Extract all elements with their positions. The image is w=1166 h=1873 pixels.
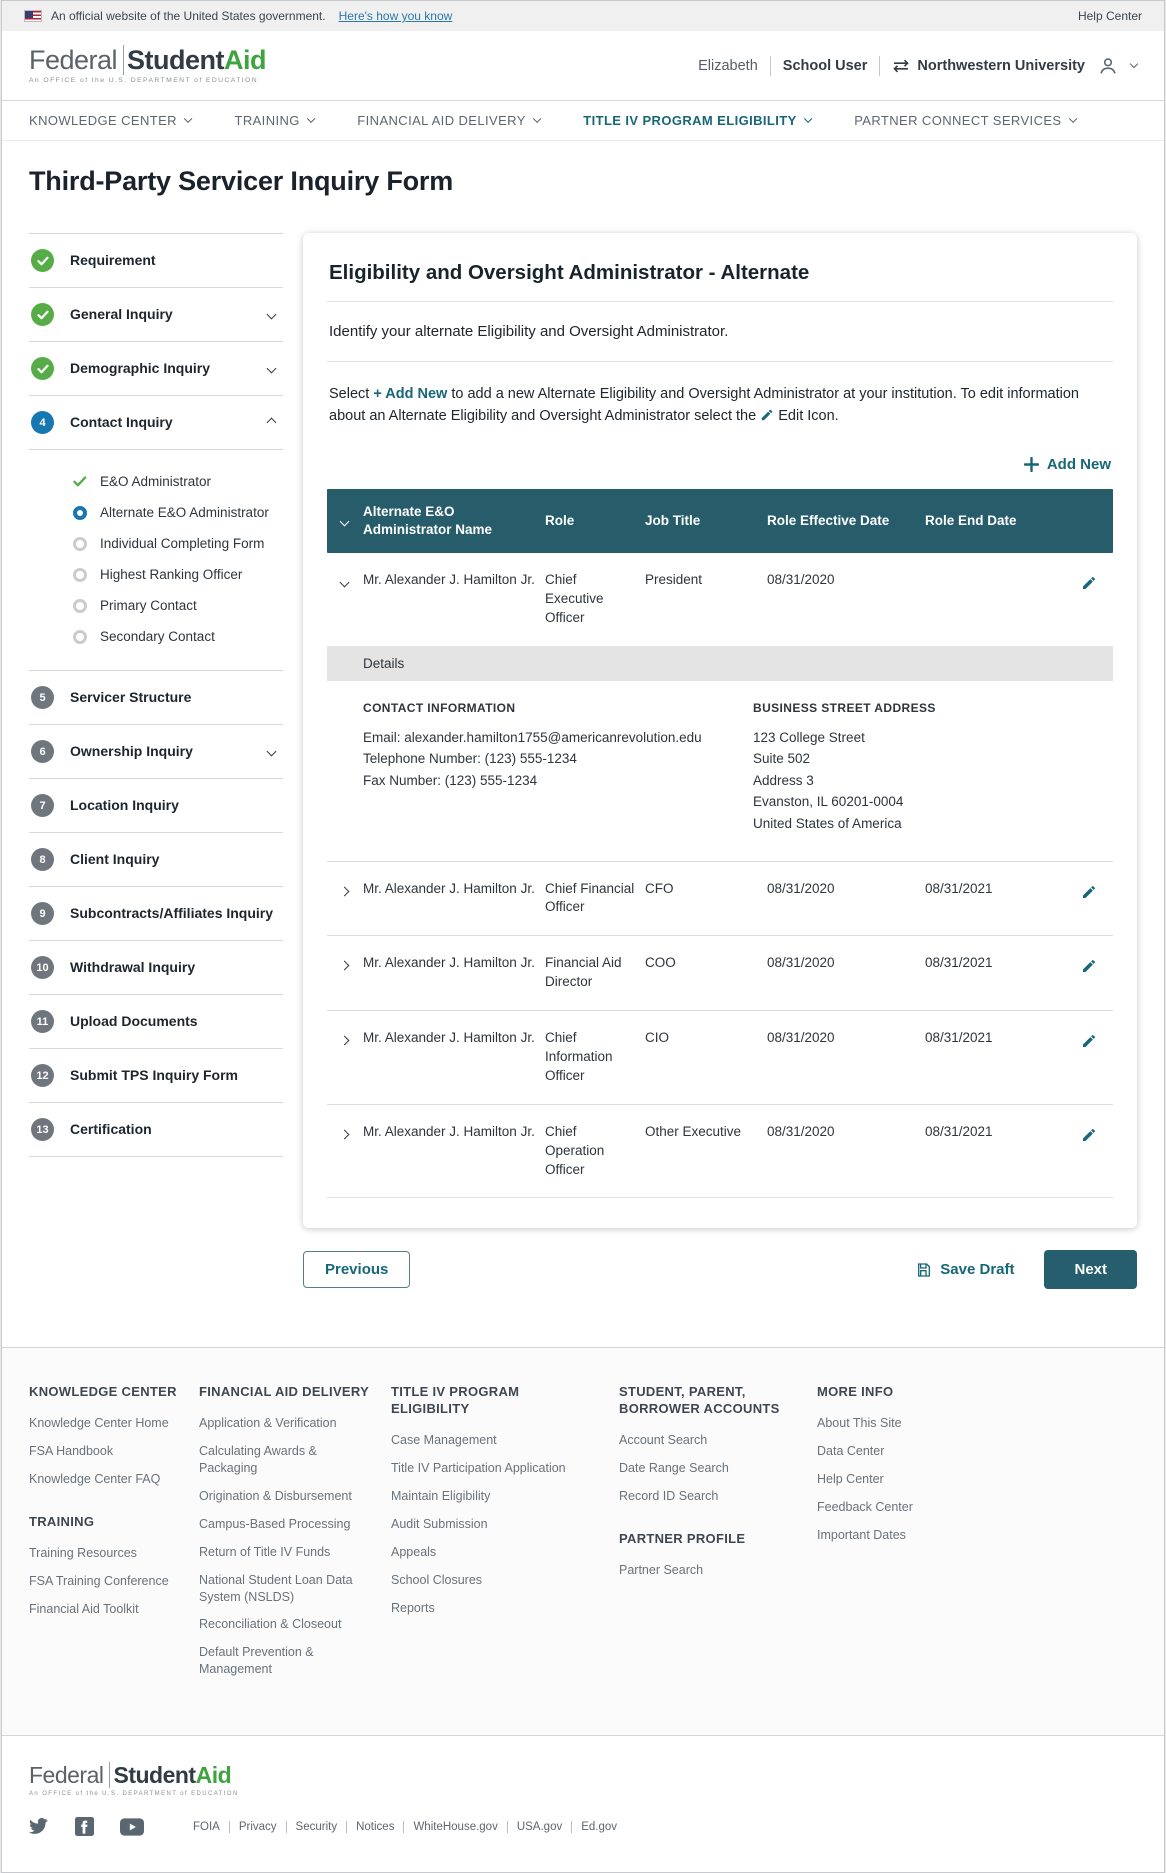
table-row [327,936,1113,1011]
fax-line: Fax Number: (123) 555-1234 [363,772,538,788]
logo-word-federal: Federal [29,44,118,75]
chevron-down-icon [533,115,541,123]
substep-individual-completing-form[interactable]: Individual Completing Form [73,528,283,559]
footer-link[interactable]: Reports [391,1600,435,1615]
institution-name: Northwestern University [917,57,1085,74]
divider [770,56,771,76]
content [2,197,1164,1289]
radio-icon [73,537,87,551]
footer-link[interactable]: Case Management [391,1433,497,1448]
save-icon [916,1262,932,1278]
radio-icon [73,568,87,582]
footer-link[interactable]: Record ID Search [619,1489,719,1504]
column-header: Alternate E&O Administrator Name [363,503,493,537]
table-row [327,1011,1113,1105]
official-site-text: An official website of the United States government. [51,9,326,23]
step-number-badge: 6 [31,740,54,763]
main-nav [2,100,1164,141]
collapse-row-chevron-icon[interactable] [327,559,363,592]
divider [879,56,880,76]
check-circle-icon [31,303,54,326]
page [1,0,1165,1873]
nav-title-iv-program-eligibility[interactable]: TITLE IV PROGRAM ELIGIBILITY [583,113,810,128]
step-withdrawal-inquiry[interactable]: 10 Withdrawal Inquiry [29,941,283,995]
chevron-down-icon [1068,115,1076,123]
column-header: Job Title [645,512,701,528]
admin-name: Mr. Alexander J. Hamilton Jr. [363,1030,535,1046]
step-location-inquiry[interactable]: 7 Location Inquiry [29,779,283,833]
expand-row-chevron-icon[interactable] [327,1111,363,1144]
footer-heading: TITLE IV PROGRAM ELIGIBILITY [391,1384,520,1417]
substep-primary-contact[interactable]: Primary Contact [73,590,283,621]
logo-word-student: Student [123,45,224,75]
footer-link[interactable]: Training Resources [29,1545,137,1560]
table-row [327,1105,1113,1198]
email-line: Email: alexander.hamilton1755@americanrevolution.edu [363,729,702,745]
user-role: School User [782,57,868,74]
admin-job-title: COO [645,955,676,971]
section-heading: Eligibility and Oversight Administrator - Alternate [329,261,810,284]
admin-role: Financial Aid Director [545,955,622,990]
telephone-line: Telephone Number: (123) 555-1234 [363,751,577,767]
chevron-down-icon [267,364,277,374]
chevron-down-icon [307,115,315,123]
admin-job-title: CIO [645,1030,670,1046]
footer-heading: FINANCIAL AID DELIVERY [199,1384,370,1400]
nav-financial-aid-delivery[interactable]: FINANCIAL AID DELIVERY [357,113,539,128]
footer-link[interactable]: Return of Title IV Funds [199,1544,331,1559]
legal-link[interactable]: WhiteHouse.gov [404,1821,507,1833]
check-circle-icon [31,357,54,380]
swap-arrows-icon [892,59,910,73]
substep-highest-ranking-officer[interactable]: Highest Ranking Officer [73,559,283,590]
page-title: Third-Party Servicer Inquiry Form [29,166,454,196]
footer-link[interactable]: Knowledge Center Home [29,1416,169,1431]
footer-link[interactable]: FSA Training Conference [29,1573,169,1588]
form-steps-sidebar [29,233,283,1157]
footer-link[interactable]: National Student Loan Data System (NSLDS) [199,1572,353,1604]
legal-link[interactable]: Privacy [230,1821,287,1833]
edit-pencil-icon [760,408,774,424]
step-upload-documents[interactable]: 11 Upload Documents [29,995,283,1049]
step-subcontracts-affiliates-inquiry[interactable]: 9 Subcontracts/Affiliates Inquiry [29,887,283,941]
admin-role: Chief Information Officer [545,1030,613,1083]
logo-tagline: An OFFICE of the U.S. DEPARTMENT of EDUCATION [29,76,259,84]
footer-link[interactable]: School Closures [391,1572,483,1587]
footer-link[interactable]: Knowledge Center FAQ [29,1472,161,1487]
footer-link[interactable]: Audit Submission [391,1516,488,1531]
footer-link[interactable]: Appeals [391,1544,437,1559]
facebook-icon[interactable] [75,1817,94,1836]
substep-secondary-contact[interactable]: Secondary Contact [73,621,283,652]
administrators-table [327,489,1113,1199]
role-effective-date: 08/31/2020 [767,1030,835,1046]
gov-banner [2,1,1164,31]
check-circle-icon [31,249,54,272]
step-general-inquiry[interactable]: General Inquiry [29,288,283,342]
footer-heading: KNOWLEDGE CENTER [29,1384,177,1400]
footer-link[interactable]: About This Site [817,1416,902,1431]
form-actions [303,1250,1137,1289]
footer-link[interactable]: Application & Verification [199,1416,337,1431]
step-number-badge: 4 [31,411,54,434]
role-end-date: 08/31/2021 [925,1030,993,1046]
legal-link[interactable]: Notices [347,1821,404,1833]
legal-link[interactable]: USA.gov [508,1821,572,1833]
footer-link[interactable]: Account Search [619,1433,708,1448]
address-line: Suite 502 [753,751,811,767]
column-header: Role [545,512,575,528]
admin-name: Mr. Alexander J. Hamilton Jr. [363,955,535,971]
role-end-date: 08/31/2021 [925,1123,993,1139]
main-column [303,233,1137,1289]
collapse-all-chevron-icon[interactable] [327,502,363,540]
admin-role: Chief Financial Officer [545,880,635,915]
business-address-heading: BUSINESS STREET ADDRESS [753,700,936,715]
admin-job-title: CFO [645,880,674,896]
plus-icon [1024,457,1039,472]
radio-icon [73,599,87,613]
next-button[interactable]: Next [1044,1250,1137,1289]
edit-row-button[interactable] [1081,571,1097,591]
radio-selected-icon [73,506,87,520]
chevron-down-icon [1130,59,1138,67]
divider [327,1197,1113,1198]
admin-name: Mr. Alexander J. Hamilton Jr. [363,1123,535,1139]
admin-name: Mr. Alexander J. Hamilton Jr. [363,571,535,587]
footer-link[interactable]: Partner Search [619,1562,704,1577]
form-card [303,233,1137,1228]
edit-row-button[interactable] [1081,1029,1097,1049]
legal-link[interactable]: Ed.gov [581,1820,618,1833]
footer-link[interactable]: Date Range Search [619,1461,729,1476]
footer-link[interactable]: Feedback Center [817,1500,913,1514]
bottom-strip [2,1735,1164,1872]
role-effective-date: 08/31/2020 [767,880,835,896]
table-row [327,553,1113,646]
step-number-badge: 10 [31,956,54,979]
footer-link[interactable]: Help Center [817,1472,884,1487]
role-effective-date: 08/31/2020 [767,571,835,587]
footer-heading: MORE INFO [817,1384,894,1400]
step-number-badge: 12 [31,1064,54,1087]
admin-name: Mr. Alexander J. Hamilton Jr. [363,880,535,896]
details-bar: Details [327,646,1113,681]
footer-heading: STUDENT, PARENT, BORROWER ACCOUNTS [619,1384,780,1417]
step-client-inquiry[interactable]: 8 Client Inquiry [29,833,283,887]
address-line: United States of America [753,815,902,831]
contact-inquiry-substeps [29,450,283,671]
add-new-button[interactable]: Add New [1024,456,1111,473]
logo-word-aid: Aid [224,44,267,75]
table-header [327,489,1113,553]
expand-row-chevron-icon[interactable] [327,1017,363,1050]
step-ownership-inquiry[interactable]: 6 Ownership Inquiry [29,725,283,779]
column-header: Role End Date [925,512,1017,528]
role-end-date: 08/31/2021 [925,880,993,896]
identify-text: Identify your alternate Eligibility and Oversight Administrator. [329,323,729,340]
step-submit-tps-inquiry-form[interactable]: 12 Submit TPS Inquiry Form [29,1049,283,1103]
step-demographic-inquiry[interactable]: Demographic Inquiry [29,342,283,396]
footer-link[interactable]: Maintain Eligibility [391,1489,491,1504]
address-line: Evanston, IL 60201-0004 [753,794,904,810]
footer-heading: TRAINING [29,1514,95,1529]
role-end-date: 08/31/2021 [925,955,993,971]
step-requirement[interactable]: Requirement [29,234,283,288]
substep-alternate-eo-administrator[interactable]: Alternate E&O Administrator [73,497,283,528]
add-new-inline-link[interactable]: + Add New [373,386,448,402]
role-end-date [925,559,1051,583]
previous-button[interactable]: Previous [303,1251,410,1288]
account-menu[interactable] [1097,55,1119,77]
step-certification[interactable]: 13 Certification [29,1103,283,1157]
twitter-icon[interactable] [29,1818,49,1835]
substep-eo-administrator[interactable]: E&O Administrator [73,466,283,497]
us-flag-icon [24,10,42,22]
expand-row-chevron-icon[interactable] [327,942,363,975]
step-number-badge: 5 [31,686,54,709]
nav-partner-connect-services[interactable]: PARTNER CONNECT SERVICES [854,113,1075,128]
legal-links [184,1821,626,1833]
admin-job-title: President [645,571,703,587]
chevron-down-icon [804,115,812,123]
step-servicer-structure[interactable]: 5 Servicer Structure [29,671,283,725]
role-effective-date: 08/31/2020 [767,1123,835,1139]
legal-link[interactable]: FOIA [184,1821,230,1833]
save-draft-button[interactable]: Save Draft [916,1261,1014,1278]
instruction-text: Select + Add New to add a new Alternate Eligibility and Oversight Administrator at your institution. To edit information about an Alternate Eligibility and Oversight Administrator select the Edit Icon. [329,386,1079,425]
step-number-badge: 8 [31,848,54,871]
chevron-down-icon [267,310,277,320]
edit-row-button[interactable] [1081,954,1097,974]
footer-link[interactable]: Important Dates [817,1527,906,1542]
footer-link[interactable]: Reconciliation & Closeout [199,1617,342,1632]
step-number-badge: 13 [31,1118,54,1141]
help-center-link[interactable]: Help Center [1077,9,1142,23]
footer-link[interactable]: Campus-Based Processing [199,1516,351,1531]
edit-row-button[interactable] [1081,880,1097,900]
youtube-icon[interactable] [120,1818,144,1836]
heres-how-you-know-link[interactable]: Here's how you know [338,9,453,23]
step-number-badge: 11 [31,1010,54,1033]
nav-training[interactable]: TRAINING [234,113,313,128]
address-line: Address 3 [753,772,814,788]
footer-heading: PARTNER PROFILE [619,1530,746,1546]
radio-icon [73,630,87,644]
footer-link[interactable]: Title IV Participation Application [391,1461,566,1476]
chevron-down-icon [267,747,277,757]
fsa-logo[interactable] [29,44,267,85]
chevron-up-icon [267,418,277,428]
step-number-badge: 7 [31,794,54,817]
legal-link[interactable]: Security [287,1821,348,1833]
column-header-actions [1051,511,1113,531]
chevron-down-icon [184,115,192,123]
admin-role: Chief Executive Officer [545,571,604,625]
fsa-logo-footer[interactable]: Federal StudentAid An OFFICE of the U.S. DEPARTMENT of EDUCATION [29,1762,239,1797]
row-details [327,681,1113,862]
role-effective-date: 08/31/2020 [767,955,835,971]
footer-link[interactable]: Calculating Awards & Packaging [199,1444,317,1476]
nav-knowledge-center[interactable]: KNOWLEDGE CENTER [29,113,190,128]
check-icon [73,476,87,487]
user-name: Elizabeth [698,57,758,74]
table-row [327,862,1113,937]
edit-row-button[interactable] [1081,1123,1097,1143]
expand-row-chevron-icon[interactable] [327,868,363,901]
admin-role: Chief Operation Officer [545,1123,605,1177]
footer-link[interactable]: Origination & Disbursement [199,1489,352,1503]
admin-job-title: Other Executive [645,1123,742,1139]
institution-switcher[interactable] [892,58,1085,74]
step-number-badge: 9 [31,902,54,925]
step-contact-inquiry[interactable]: 4 Contact Inquiry [29,396,283,450]
footer-link[interactable]: Data Center [817,1444,885,1459]
footer-link[interactable]: Financial Aid Toolkit [29,1601,139,1616]
site-header [2,31,1164,100]
site-footer [2,1347,1164,1735]
footer-link[interactable]: Default Prevention & Management [199,1645,314,1677]
contact-information-heading: CONTACT INFORMATION [363,700,516,715]
column-header: Role Effective Date [767,512,890,528]
address-line: 123 College Street [753,729,865,745]
footer-link[interactable]: FSA Handbook [29,1444,114,1459]
